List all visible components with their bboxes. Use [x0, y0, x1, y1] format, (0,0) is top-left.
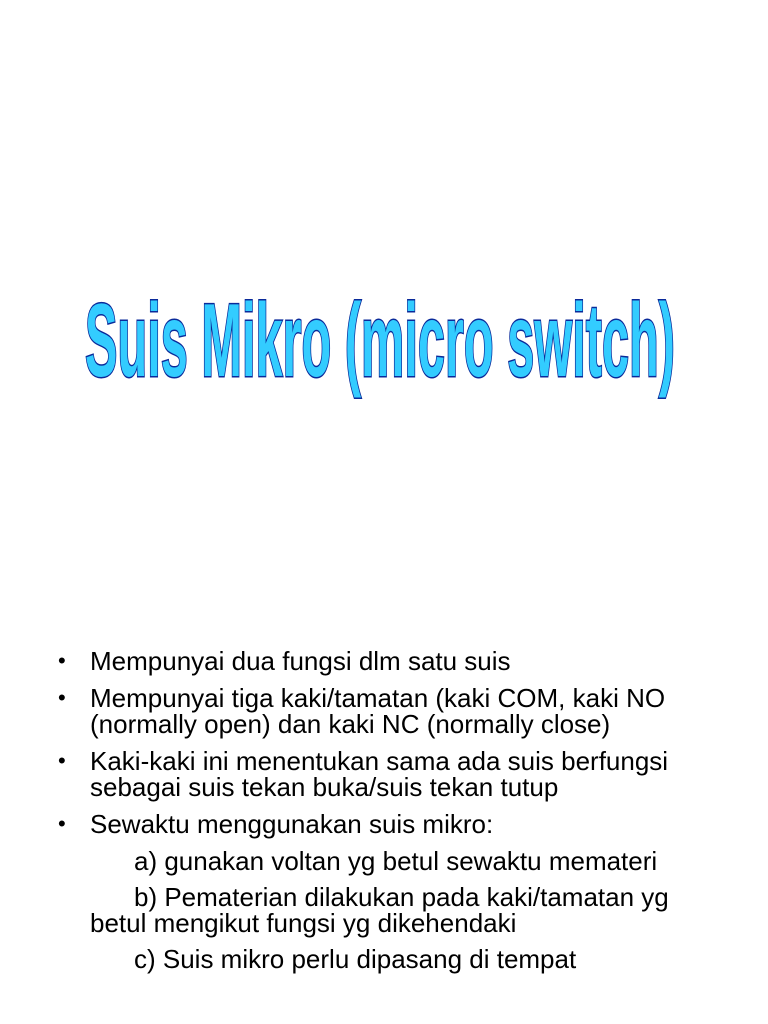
bullet-item: [58, 648, 698, 674]
bullet-item: [58, 811, 698, 837]
bullet-dot-icon: •: [58, 748, 66, 773]
bullet-dot-icon: •: [58, 648, 66, 673]
sub-item-text: c) Suis mikro perlu dipasang di tempat: [134, 944, 577, 974]
sub-item: [58, 946, 698, 972]
sub-item-text: a) gunakan voltan yg betul sewaktu mematerі: [134, 846, 658, 876]
bullet-dot-icon: •: [58, 685, 66, 710]
bullet-dot-icon: •: [58, 811, 66, 836]
slide-title-wordart: [80, 272, 680, 404]
bullet-item: [58, 748, 698, 800]
sub-item: [58, 884, 698, 936]
title-wordart-svg: [80, 272, 680, 404]
sub-item: [58, 848, 698, 874]
bullet-text: Mempunyai dua fungsi dlm satu suis: [90, 646, 511, 676]
bullet-list: [58, 648, 698, 982]
sub-item-text: b) Pematerian dilakukan pada kaki/tamatan yg betul mengikut fungsi yg dikehendaki: [90, 882, 669, 938]
slide-title: Suis Mikro (micro switch): [85, 283, 675, 399]
bullet-text: Mempunyai tiga kaki/tamatan (kaki COM, kaki NO (normally open) dan kaki NC (normally close): [90, 683, 666, 739]
bullet-item: [58, 685, 698, 737]
bullet-text: Kaki-kaki ini menentukan sama ada suis berfungsi sebagai suis tekan buka/suis tekan tutup: [90, 746, 669, 802]
bullet-text: Sewaktu menggunakan suis mikro:: [90, 809, 494, 839]
